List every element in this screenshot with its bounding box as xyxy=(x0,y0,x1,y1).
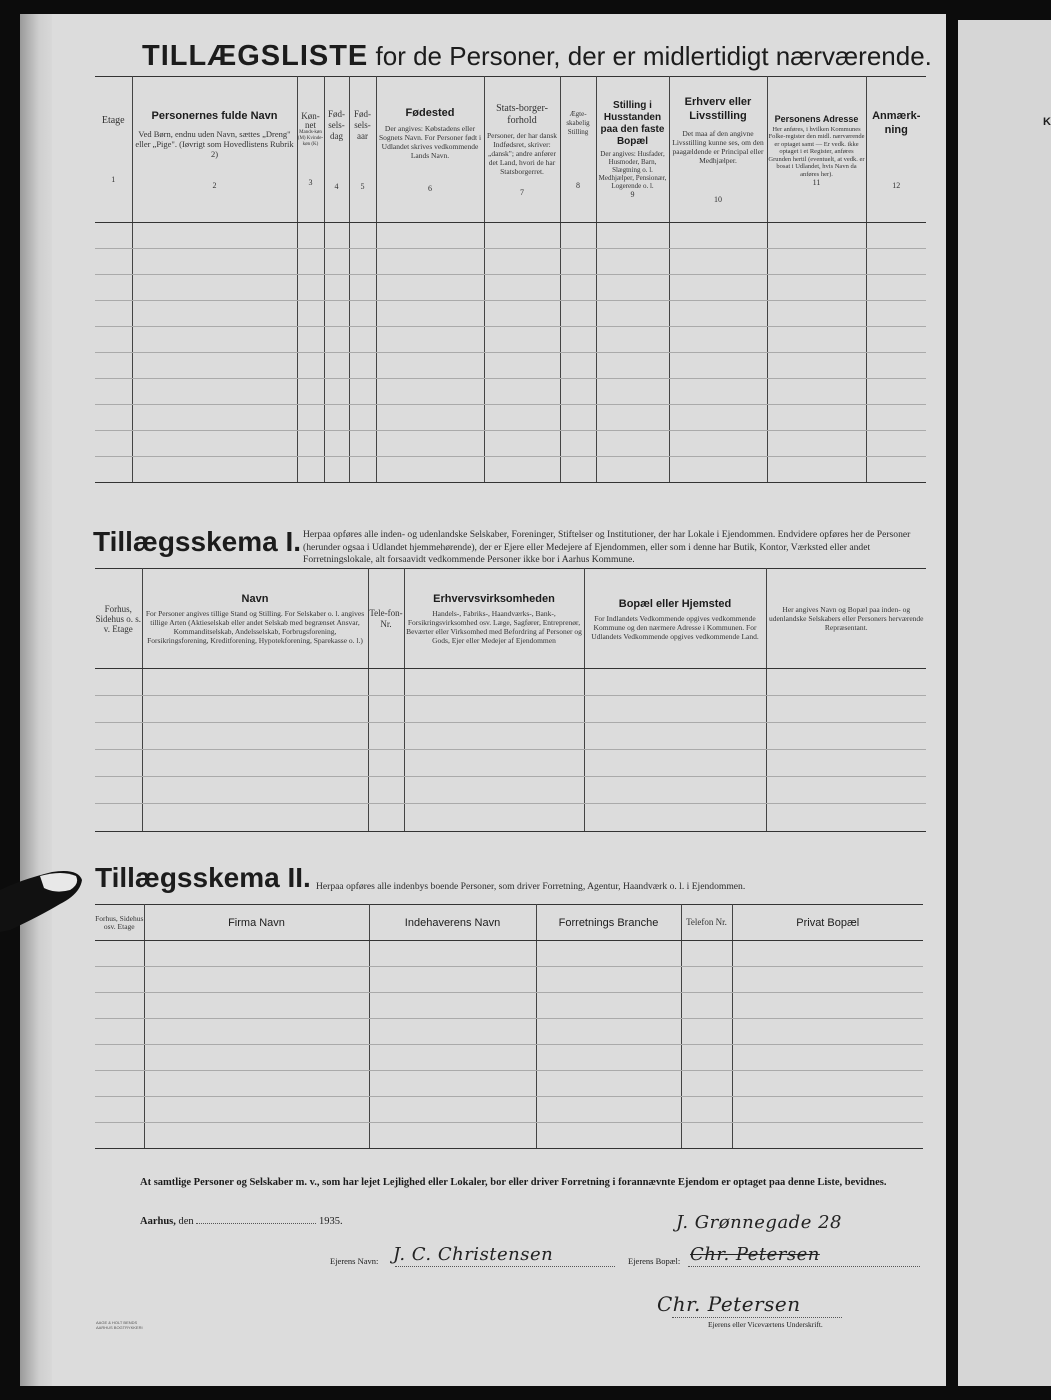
owner-address-value: Chr. Petersen xyxy=(690,1244,820,1265)
s2-col-firma: Firma Navn xyxy=(144,905,369,941)
col-aegteskab: Ægte-skabelig Stilling 8 xyxy=(560,77,596,223)
main-form-table xyxy=(95,76,926,483)
printer-line-1: AAGE & HOLT BENDS xyxy=(96,1320,138,1325)
skema1-description: Herpaa opføres alle inden- og udenlandske Selskaber, Foreninger, Stiftelser og Institutioner, der har Lokale i Ejendommen. Endvidere opføres her de Personer (herunder ogsaa i Udlandet hjemmehørende), der er Ejere eller Medejere af Ejendommen, eller som i denne har Butik, Kontor, Værksted eller andet Forretningslokale, alt forsaavidt vedkommende Personer ikke bor i Aarhus Kommune. xyxy=(303,529,911,565)
s2-col-bopael: Privat Bopæl xyxy=(732,905,923,941)
printer-imprint xyxy=(96,1320,143,1330)
next-page-corner-text: K xyxy=(1043,116,1051,128)
col-stilling-husstand: Stilling i Husstanden paa den faste Bopæl Der angives: Husfader, Husmoder, Barn, Slægtning o. l. Medhjælper, Pensionær, Logerende o. l. 9 xyxy=(596,77,669,223)
s1-col-navn: Navn For Personer angives tillige Stand og Stilling. For Selskaber o. l. angives tillige Arten (Aktieselskab eller andet Selskab med begrænset Ansvar, Kommanditselskab, Andelsselskab, Forbrugsforening, Forsikringsforening, Kreditforening, Hypotekforening, Sparekasse o. l.) xyxy=(142,569,368,669)
footer-date-line xyxy=(140,1216,343,1227)
skema1-table xyxy=(95,568,926,832)
s2-col-telefon: Telefon Nr. xyxy=(681,905,732,941)
s2-col-indehaver: Indehaverens Navn xyxy=(369,905,536,941)
address-annotation: J. Grønnegade 28 xyxy=(676,1212,842,1233)
col-navn: Personernes fulde Navn Ved Børn, endnu uden Navn, sættes „Dreng" eller „Pige". (Iøvrigt som Hovedlistens Rubrik 2) 2 xyxy=(132,77,297,223)
col-etage: Etage 1 xyxy=(95,77,132,223)
s1-col-repraesentant: Her angives Navn og Bopæl paa inden- og udenlandske Selskabers eller Personers herværende Repræsentant. xyxy=(766,569,926,669)
owner-address-label: Ejerens Bopæl: xyxy=(628,1256,681,1266)
col-erhverv: Erhverv eller Livsstilling Det maa af den angivne Livsstilling kunne ses, om den paagældende er Principal eller Medhjælper. 10 xyxy=(669,77,767,223)
s1-col-erhverv: Erhvervsvirksomheden Handels-, Fabriks-, Haandværks-, Bank-, Forsikringsvirksomhed osv. Læge, Sagfører, Entreprenør, Beværter eller Virksomhed med Befordring af Personer og Gods, Ejer eller Medejer af Ejendommen xyxy=(404,569,584,669)
footer-den: den xyxy=(178,1216,194,1227)
owner-name-value: J. C. Christensen xyxy=(393,1244,554,1265)
col-koen: Køn-net Mands-køn (M) Kvinde-køn (K) 3 xyxy=(297,77,324,223)
s2-col-branche: Forretnings Branche xyxy=(536,905,681,941)
footer-statement: At samtlige Personer og Selskaber m. v., som har lejet Lejlighed eller Lokaler, bor eller driver Forretning i forannævnte Ejendom er optaget paa denne Liste, bevidnes. xyxy=(140,1177,887,1188)
printer-line-2: AARHUS BOGTRYKKERI xyxy=(96,1325,143,1330)
col-adresse: Personens Adresse Her anføres, i hvilken Kommunes Folke-register den midl. nærværende er optaget samt — Er vedk. ikke optaget i et Register, anføres Grunden hertil (eventuelt, at vedk. er bosat i Udlandet, hvis Navn da anføres her). 11 xyxy=(767,77,866,223)
footer-place: Aarhus, xyxy=(140,1216,176,1227)
s1-col-telefon: Tele-fon-Nr. xyxy=(368,569,404,669)
main-title xyxy=(142,40,932,73)
owner-signature: Chr. Petersen xyxy=(657,1292,801,1316)
finger-holding-page xyxy=(0,870,82,940)
col-statsborger: Stats-borger-forhold Personer, der har dansk Indfødsret, skriver: „dansk"; andre anfører det Land, hvori de har Statsborgerret. 7 xyxy=(484,77,560,223)
skema2-table xyxy=(95,904,923,1149)
main-header-row xyxy=(95,77,926,223)
s1-col-bopael: Bopæl eller Hjemsted For Indlandets Vedkommende opgives vedkommende Kommune og den nærmere Adresse i Kommunen. For Udlandets Vedkommende opgives vedkommende Land. xyxy=(584,569,766,669)
signature-line xyxy=(672,1317,842,1318)
col-anmaerkning: Anmærk-ning 12 xyxy=(866,77,926,223)
col-foedested: Fødested Der angives: Købstadens eller Sognets Navn. For Personer født i Udlandet skrives vedkommende Lands Navn. 6 xyxy=(376,77,484,223)
main-title-rest: for de Personer, der er midlertidigt nærværende. xyxy=(375,41,932,71)
date-blank xyxy=(196,1223,316,1224)
owner-address-line xyxy=(688,1266,920,1267)
page-binding-edge xyxy=(20,14,52,1386)
owner-name-label: Ejerens Navn: xyxy=(330,1256,379,1266)
skema2-description: Herpaa opføres alle indenbys boende Personer, som driver Forretning, Agentur, Haandværk o. l. i Ejendommen. xyxy=(316,881,746,892)
s2-col-etage: Forhus, Sidehus osv. Etage xyxy=(95,905,144,941)
main-title-bold: TILLÆGSLISTE xyxy=(142,40,369,72)
footer-year: 1935. xyxy=(318,1216,343,1227)
signature-caption: Ejerens eller Viceværtens Underskrift. xyxy=(708,1320,823,1329)
s1-col-etage: Forhus, Sidehus o. s. v. Etage xyxy=(95,569,142,669)
skema1-title: Tillægsskema I. xyxy=(93,526,302,557)
next-page-edge xyxy=(958,20,1051,1386)
col-foedselsdag: Fød-sels-dag 4 xyxy=(324,77,349,223)
owner-name-line xyxy=(395,1266,615,1267)
col-foedselsaar: Fød-sels-aar 5 xyxy=(349,77,376,223)
skema2-title: Tillægsskema II. xyxy=(95,862,311,893)
